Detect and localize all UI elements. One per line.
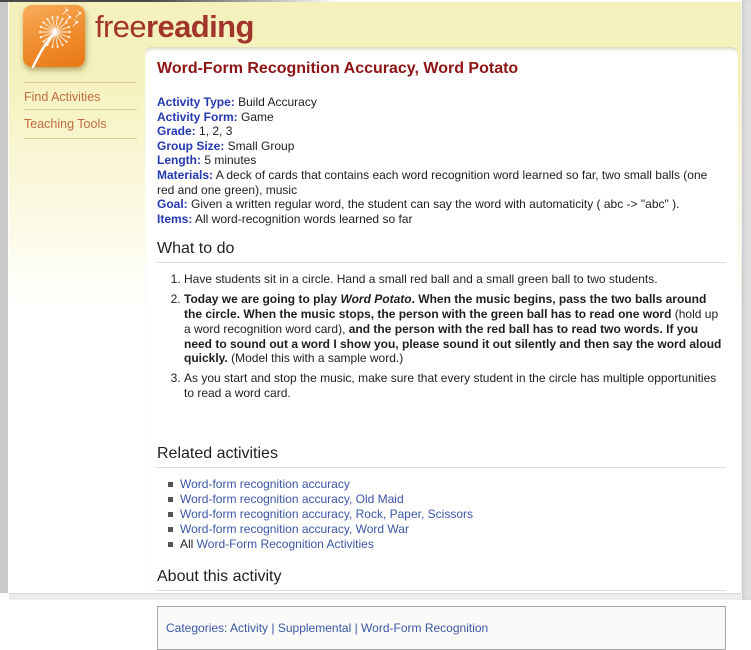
sidebar-nav xyxy=(9,82,145,139)
related-activity-item xyxy=(167,522,726,537)
related-activity-item xyxy=(167,492,726,507)
related-activity-link[interactable]: Word-form recognition accuracy, Word War xyxy=(180,521,409,536)
meta-label: Length: xyxy=(157,153,201,168)
related-activity-link[interactable]: Word-form recognition accuracy, Old Maid xyxy=(180,491,404,506)
meta-label: Grade: xyxy=(157,124,196,139)
meta-row: Materials: A deck of cards that contains each word recognition word learned so far, two small balls (one red and one green), music xyxy=(157,167,708,197)
activity-meta xyxy=(157,95,726,226)
sidebar-item-find-activities[interactable]: Find Activities xyxy=(24,82,137,109)
step-text-segment: and the person with the red ball has to read two words. If you need to sound out a word I show you, please sound it out silently and then say the word aloud quickly. xyxy=(184,321,722,366)
meta-label: Items: xyxy=(157,211,193,226)
about-activity-heading: About this activity xyxy=(157,568,726,591)
window-right-edge[interactable] xyxy=(741,0,751,600)
meta-label: Group Size: xyxy=(157,138,225,153)
page-title: Word-Form Recognition Accuracy, Word Potato xyxy=(157,60,519,77)
what-to-do-heading: What to do xyxy=(157,240,726,263)
related-activities-list xyxy=(157,477,726,552)
site-title[interactable] xyxy=(95,9,254,45)
related-activities-heading: Related activities xyxy=(157,445,726,468)
step-text-segment: (Model this with a sample word.) xyxy=(231,351,404,366)
related-activity-item xyxy=(167,477,726,492)
meta-row: Grade: 1, 2, 3 xyxy=(157,124,233,139)
related-activity-link[interactable]: Word-form recognition accuracy, Rock, Paper, Scissors xyxy=(180,506,473,521)
what-to-do-step xyxy=(184,292,726,366)
site-logo[interactable] xyxy=(23,5,85,67)
meta-label: Materials: xyxy=(157,167,214,182)
category-link[interactable]: Activity xyxy=(230,620,269,635)
sidebar-item-teaching-tools[interactable]: Teaching Tools xyxy=(24,109,137,139)
meta-label: Activity Type: xyxy=(157,95,235,109)
window-top-edge xyxy=(0,0,340,2)
dandelion-icon xyxy=(23,5,85,67)
meta-label: Goal: xyxy=(157,197,188,212)
step-text-segment: Word Potato xyxy=(340,292,412,307)
meta-row: Group Size: Small Group xyxy=(157,138,295,153)
what-to-do-step xyxy=(184,371,726,401)
category-link[interactable]: Word-Form Recognition xyxy=(361,620,489,635)
step-text-segment: Have students sit in a circle. Hand a small red ball and a small green ball to two students. xyxy=(184,272,658,287)
what-to-do-step xyxy=(184,272,726,287)
categories-label: Categories: xyxy=(166,620,231,635)
article-panel xyxy=(145,47,738,635)
brand-reading: reading xyxy=(146,9,254,44)
related-activity-item xyxy=(167,507,726,522)
categories-separator: | xyxy=(268,620,278,635)
brand-free: free xyxy=(95,9,147,44)
meta-row: Length: 5 minutes xyxy=(157,153,257,168)
window-bottom-edge xyxy=(9,593,741,600)
step-text-segment: . When the music begins, pass the two balls around the circle. When the music stops, the person with the green ball has to read one word xyxy=(184,292,707,321)
page-background xyxy=(9,2,741,635)
related-activity-link[interactable]: Word-form recognition accuracy xyxy=(180,476,350,491)
meta-label: Activity Form: xyxy=(157,109,238,124)
meta-row: Goal: Given a written regular word, the student can say the word with automaticity ( abc -> "abc" ). xyxy=(157,197,680,212)
categories-box xyxy=(157,606,726,650)
categories-separator: | xyxy=(351,620,362,635)
meta-row: Items: All word-recognition words learned so far xyxy=(157,211,413,226)
related-activity-link[interactable]: Word-Form Recognition Activities xyxy=(196,536,374,551)
step-text-segment: (hold up a word recognition word card), xyxy=(184,306,719,336)
meta-row: Activity Form: Game xyxy=(157,109,274,124)
step-text-segment: Today we are going to play xyxy=(184,292,341,307)
category-link[interactable]: Supplemental xyxy=(277,620,352,635)
related-activity-item: All Word-Form Recognition Activities xyxy=(167,537,726,552)
step-text-segment: As you start and stop the music, make sure that every student in the circle has multiple opportunities to read a word card. xyxy=(184,371,717,400)
what-to-do-steps xyxy=(157,272,726,400)
window-left-edge xyxy=(0,0,9,593)
meta-row: Activity Type: Build Accuracy xyxy=(157,95,317,109)
